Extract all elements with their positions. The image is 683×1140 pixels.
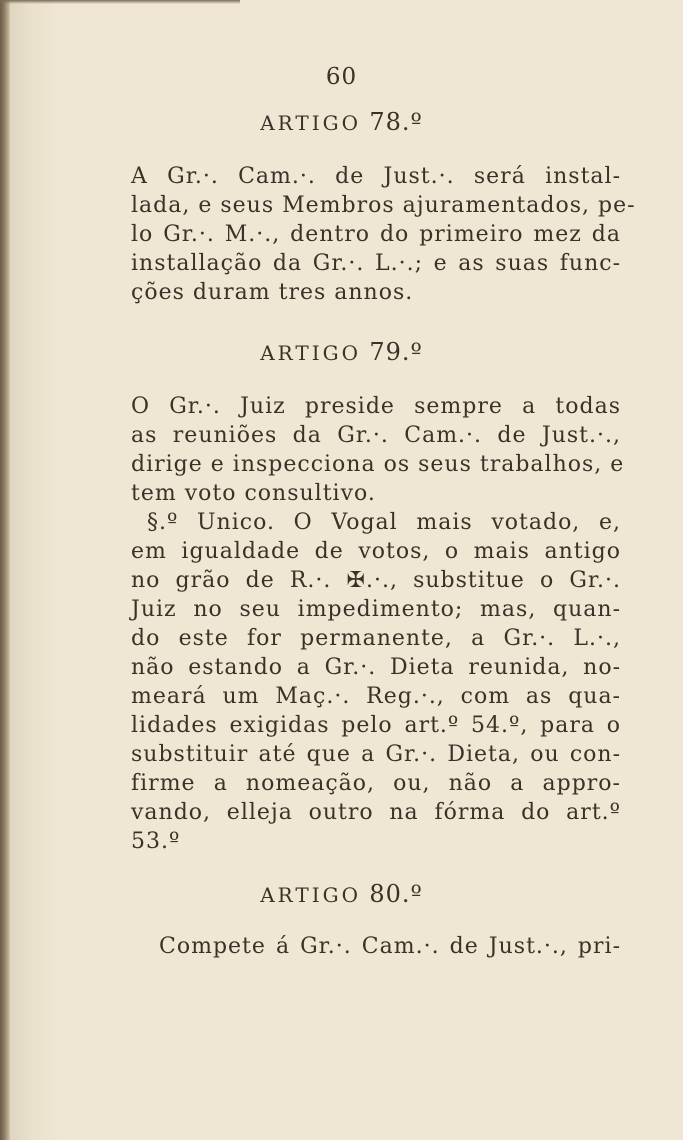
article-79-heading-word: ARTIGO [260, 341, 361, 365]
article-79-line: no grão de R.·. ✠.·., substitue o Gr.·. [131, 568, 621, 593]
article-79-line: lidades exigidas pelo art.º 54.º, para o [131, 713, 621, 738]
article-79-line: O Gr.·. Juiz preside sempre a todas [131, 394, 621, 419]
article-79-line: as reuniões da Gr.·. Cam.·. de Just.·., [131, 423, 621, 448]
article-79-line: tem voto consultivo. [131, 481, 376, 506]
article-79-heading-number: 79.º [369, 338, 423, 366]
article-80-heading-word: ARTIGO [260, 883, 361, 907]
article-78-heading-word: ARTIGO [260, 111, 361, 135]
article-79-line: não estando a Gr.·. Dieta reunida, no- [131, 655, 621, 680]
article-79-line: Juiz no seu impedimento; mas, quan- [131, 597, 621, 622]
article-78-text [131, 162, 636, 307]
article-80-heading-number: 80.º [369, 880, 423, 908]
page-top-edge [0, 0, 240, 4]
article-80-line: Compete á Gr.·. Cam.·. de Just.·., pri- [159, 934, 621, 959]
article-78-line: A Gr.·. Cam.·. de Just.·. será instal- [131, 164, 621, 189]
article-80-text [131, 932, 621, 961]
article-78-heading-number: 78.º [369, 108, 423, 136]
page-number: 60 [325, 64, 358, 90]
article-79-line: firme a nomeação, ou, não a appro- [131, 771, 621, 796]
article-79-line: meará um Maç.·. Reg.·., com as qua- [131, 684, 621, 709]
article-79-line: dirige e inspecciona os seus trabalhos, e [131, 452, 625, 477]
article-78-heading [0, 108, 683, 136]
article-79-heading [0, 338, 683, 366]
article-79-line: substituir até que a Gr.·. Dieta, ou con- [131, 742, 621, 767]
article-78-line: installação da Gr.·. L.·.; e as suas func- [131, 251, 621, 276]
article-79-text [131, 392, 625, 856]
article-79-line: §.º Unico. O Vogal mais votado, e, [147, 510, 621, 535]
page-binding-edge [0, 0, 10, 1140]
article-79-line: vando, elleja outro na fórma do art.º [131, 800, 621, 825]
article-79-line: do este for permanente, a Gr.·. L.·., [131, 626, 621, 651]
article-79-line: em igualdade de votos, o mais antigo [131, 539, 621, 564]
article-78-line: lo Gr.·. M.·., dentro do primeiro mez da [131, 222, 621, 247]
article-79-line: 53.º [131, 829, 181, 854]
article-78-line: lada, e seus Membros ajuramentados, pe- [131, 193, 636, 218]
article-78-line: ções duram tres annos. [131, 280, 414, 305]
article-80-heading [0, 880, 683, 908]
